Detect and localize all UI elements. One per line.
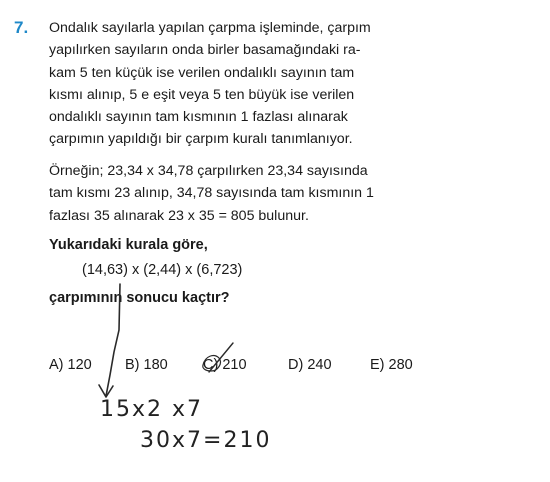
option-a[interactable]: A) 120 — [49, 357, 92, 373]
rule-paragraph — [49, 17, 429, 151]
rule-line: kam 5 ten küçük ise verilen ondalıklı sayının tam — [49, 64, 355, 81]
example-line: Örneğin; 23,34 x 34,78 çarpılırken 23,34 sayısında — [49, 163, 368, 179]
rule-line: yapılırken sayıların onda birler basamağındaki ra- — [49, 42, 361, 59]
rule-line: çarpımın yapıldığı bir çarpım kuralı tanımlanıyor. — [49, 131, 353, 148]
pen-arrow-head — [99, 385, 113, 397]
question-heading: Yukarıdaki kurala göre, — [49, 237, 208, 253]
option-b[interactable]: B) 180 — [125, 357, 168, 373]
example-line: tam kısmı 23 alınıp, 34,78 sayısında tam kısmının 1 — [49, 185, 374, 202]
option-d[interactable]: D) 240 — [288, 357, 332, 373]
handwritten-work-line1: 15x2 x7 — [100, 397, 204, 422]
question-number: 7. — [14, 18, 29, 37]
example-line: fazlası 35 alınarak 23 x 35 = 805 bulunur. — [49, 207, 309, 224]
handwritten-work-line2: 30x7=210 — [140, 428, 272, 453]
example-paragraph — [49, 160, 429, 227]
rule-line: kısmı alınıp, 5 e eşit veya 5 ten büyük ise verilen — [49, 86, 355, 103]
rule-line: ondalıklı sayının tam kısmının 1 fazlası alınarak — [49, 109, 348, 126]
question-ask: çarpımının sonucu kaçtır? — [49, 290, 230, 306]
rule-line: Ondalık sayılarla yapılan çarpma işleminde, çarpım — [49, 20, 371, 36]
option-c[interactable]: C) 210 — [203, 357, 247, 373]
option-e[interactable]: E) 280 — [370, 357, 413, 373]
question-expression: (14,63) x (2,44) x (6,723) — [82, 262, 243, 278]
